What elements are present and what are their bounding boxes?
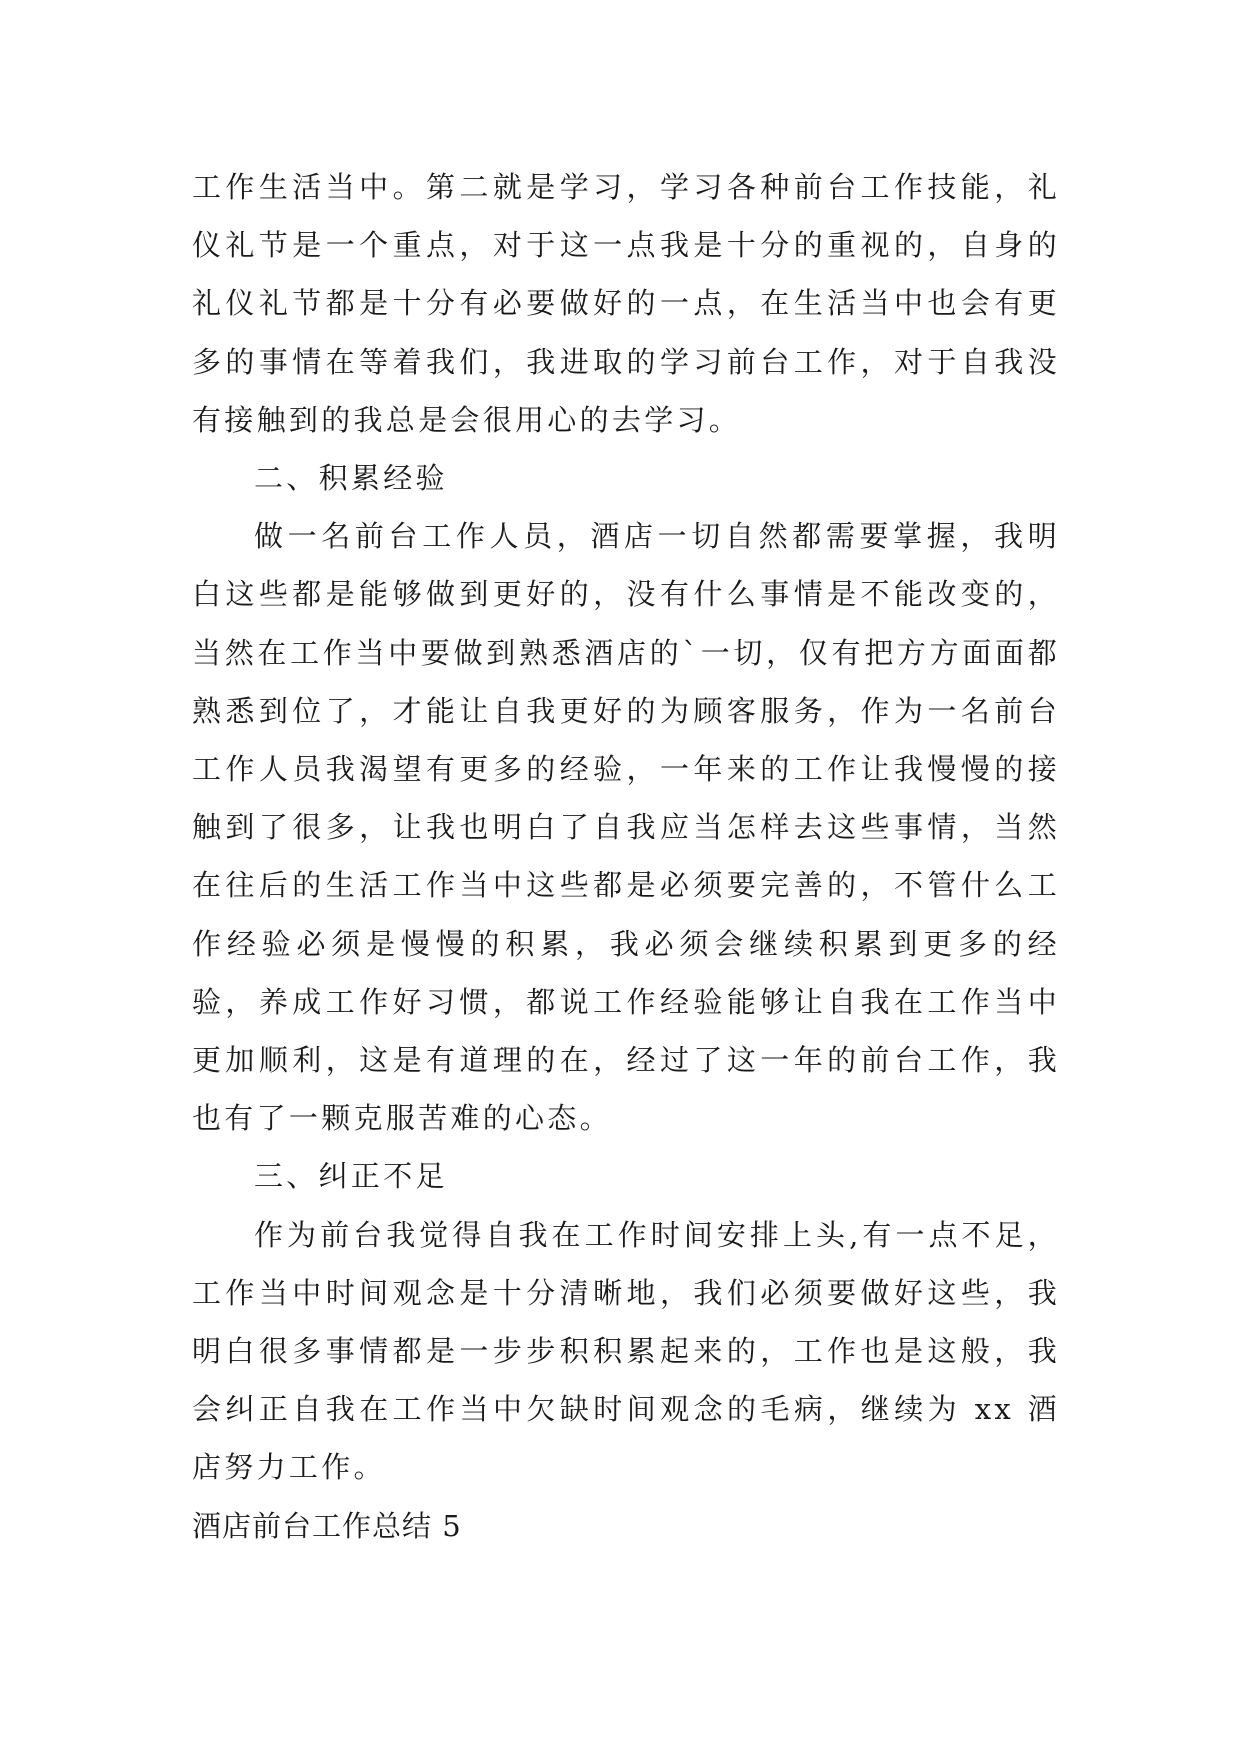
next-document-title: 酒店前台工作总结 5 (192, 1508, 462, 1543)
paragraph-accumulate-experience: 做一名前台工作人员，酒店一切自然都需要掌握，我明白这些都是能够做到更好的，没有什么事情是不能改变的，当然在工作当中要做到熟悉酒店的`一切，仅有把方方面面都熟悉到位了，才能让自我更好的为顾客服务，作为一名前台工作人员我渴望有更多的经验，一年来的工作让我慢慢的接触到了很多，让我也明白了自我应当怎样去这些事情，当然在往后的生活工作当中这些都是必须要完善的，不管什么工作经验必须是慢慢的积累，我必须会继续积累到更多的经验，养成工作好习惯，都说工作经验能够让自我在工作当中更加顺利，这是有道理的在，经过了这一年的前台工作，我也有了一颗克服苦难的心态。 (192, 519, 1060, 1136)
document-body (192, 158, 1060, 1555)
paragraph-correct-shortcomings: 作为前台我觉得自我在工作时间安排上头,有一点不足，工作当中时间观念是十分清晰地，我们必须要做好这些，我明白很多事情都是一步步积积累起来的，工作也是这般，我会纠正自我在工作当中欠缺时间观念的毛病，继续为 xx 酒店努力工作。 (192, 1217, 1060, 1485)
section-heading-correct-shortcomings: 三、纠正不足 (254, 1159, 448, 1194)
paragraph-continuation: 工作生活当中。第二就是学习，学习各种前台工作技能，礼仪礼节是一个重点，对于这一点我是十分的重视的，自身的礼仪礼节都是十分有必要做好的一点，在生活当中也会有更多的事情在等着我们，我进取的学习前台工作，对于自我没有接触到的我总是会很用心的去学习。 (192, 170, 1060, 437)
section-heading-accumulate-experience: 二、积累经验 (254, 461, 448, 496)
